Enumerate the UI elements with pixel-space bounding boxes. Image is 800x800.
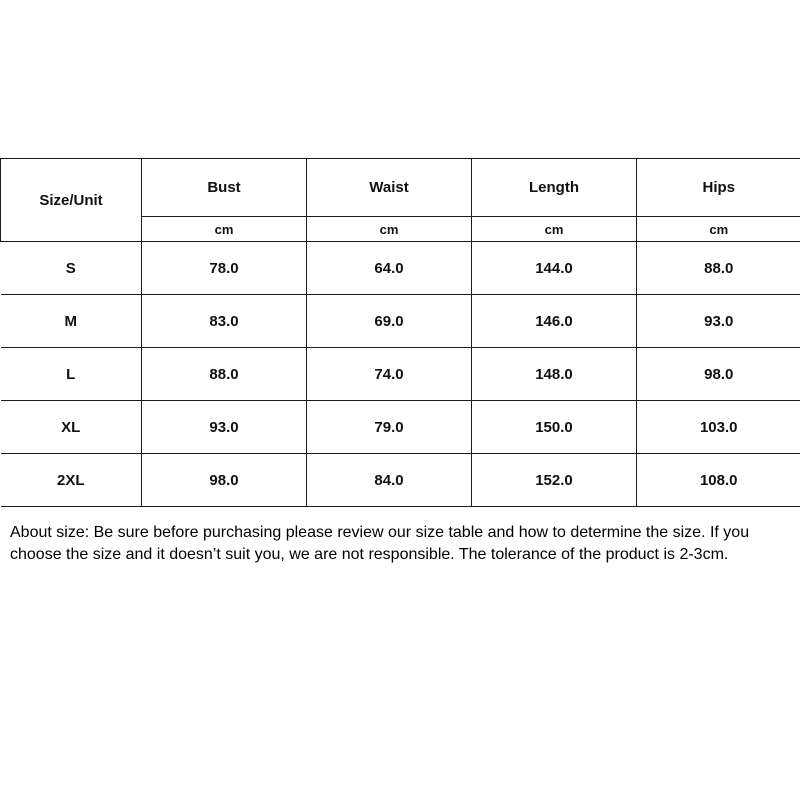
column-header-waist: Waist [307, 159, 472, 217]
unit-waist: cm [307, 217, 472, 242]
size-disclaimer-text: About size: Be sure before purchasing please review our size table and how to determine the size. If you choose the size and it doesn’t suit you, we are not responsible. The tolerance of the product is 2-3cm. [10, 524, 750, 563]
waist-cell: 69.0 [307, 295, 472, 348]
size-unit-header: Size/Unit [1, 159, 142, 242]
hips-cell: 108.0 [637, 454, 800, 507]
length-cell: 150.0 [472, 401, 637, 454]
table-row [1, 242, 800, 295]
table-row [1, 348, 800, 401]
waist-cell: 64.0 [307, 242, 472, 295]
size-chart-table [0, 158, 800, 507]
bust-cell: 88.0 [142, 348, 307, 401]
bust-cell: 83.0 [142, 295, 307, 348]
waist-cell: 74.0 [307, 348, 472, 401]
length-cell: 148.0 [472, 348, 637, 401]
unit-bust: cm [142, 217, 307, 242]
table-row [1, 295, 800, 348]
column-header-hips: Hips [637, 159, 800, 217]
table-row [1, 401, 800, 454]
hips-cell: 103.0 [637, 401, 800, 454]
waist-cell: 84.0 [307, 454, 472, 507]
hips-cell: 98.0 [637, 348, 800, 401]
unit-length: cm [472, 217, 637, 242]
waist-cell: 79.0 [307, 401, 472, 454]
bust-cell: 93.0 [142, 401, 307, 454]
column-header-bust: Bust [142, 159, 307, 217]
table-row [1, 454, 800, 507]
length-cell: 144.0 [472, 242, 637, 295]
length-cell: 146.0 [472, 295, 637, 348]
hips-cell: 93.0 [637, 295, 800, 348]
size-cell: M [1, 295, 142, 348]
size-cell: 2XL [1, 454, 142, 507]
hips-cell: 88.0 [637, 242, 800, 295]
header-row [1, 159, 800, 217]
length-cell: 152.0 [472, 454, 637, 507]
unit-hips: cm [637, 217, 800, 242]
bust-cell: 78.0 [142, 242, 307, 295]
size-cell: L [1, 348, 142, 401]
column-header-length: Length [472, 159, 637, 217]
bust-cell: 98.0 [142, 454, 307, 507]
size-cell: XL [1, 401, 142, 454]
size-cell: S [1, 242, 142, 295]
